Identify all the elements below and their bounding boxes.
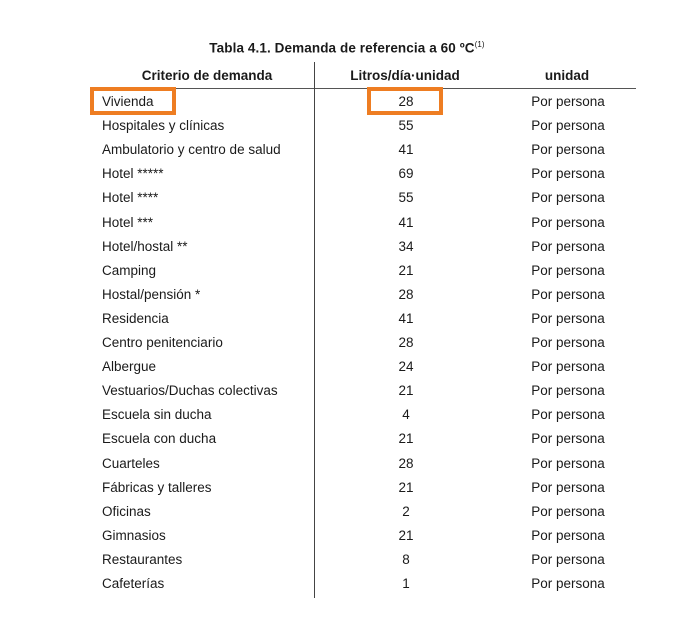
cell-unidad: Por persona (531, 576, 605, 591)
table-row (0, 524, 694, 548)
table-row (0, 403, 694, 427)
table-row (0, 186, 694, 210)
cell-litros: 21 (398, 383, 414, 399)
cell-unidad: Por persona (531, 503, 605, 519)
cell-criterio: Cafeterías (102, 576, 165, 591)
table-row (0, 259, 694, 283)
cell-litros: 1 (402, 576, 410, 591)
cell-criterio: Hospitales y clínicas (102, 118, 225, 134)
cell-criterio: Centro penitenciario (102, 335, 223, 350)
header-criterio: Criterio de demanda (141, 68, 273, 83)
table-row (0, 235, 694, 259)
cell-litros: 34 (398, 238, 414, 254)
cell-unidad: Por persona (531, 118, 605, 134)
highlight-box-criterio (90, 87, 176, 115)
cell-unidad: Por persona (531, 142, 605, 158)
cell-litros: 28 (398, 94, 414, 109)
table-title: Tabla 4.1. Demanda de referencia a 60 ºC$^{(1)}$ (209, 40, 485, 56)
cell-unidad: Por persona (531, 190, 605, 206)
cell-litros: 21 (398, 431, 414, 447)
cell-criterio: Oficinas (102, 503, 151, 519)
cell-litros: 8 (402, 551, 410, 567)
header-unidad: unidad (544, 68, 590, 83)
table-row (0, 548, 694, 572)
cell-criterio: Vivienda (102, 94, 154, 109)
cell-litros: 28 (398, 455, 414, 471)
cell-litros: 69 (398, 166, 414, 182)
cell-unidad: Por persona (531, 359, 605, 375)
cell-criterio: Gimnasios (102, 527, 166, 543)
table-row (0, 307, 694, 331)
cell-criterio: Escuela con ducha (102, 431, 217, 447)
table-row (0, 162, 694, 186)
cell-litros: 21 (398, 479, 414, 495)
cell-litros: 2 (402, 503, 410, 519)
cell-litros: 24 (398, 359, 414, 375)
table-row (0, 500, 694, 524)
cell-litros: 21 (398, 527, 414, 543)
cell-criterio: Escuela sin ducha (102, 407, 212, 423)
cell-unidad: Por persona (531, 527, 605, 543)
cell-unidad: Por persona (531, 383, 605, 399)
header-litros: Litros/día·unidad (350, 68, 460, 83)
table-row (0, 114, 694, 138)
cell-criterio: Camping (102, 262, 157, 278)
cell-litros: 55 (398, 118, 414, 134)
cell-litros: 55 (398, 190, 414, 206)
cell-unidad: Por persona (531, 407, 605, 423)
cell-unidad: Por persona (531, 310, 605, 326)
table-row (0, 427, 694, 451)
cell-criterio: Albergue (102, 359, 157, 375)
cell-unidad: Por persona (531, 166, 605, 182)
cell-litros: 41 (398, 214, 414, 230)
table-row (0, 138, 694, 162)
cell-unidad: Por persona (531, 551, 605, 567)
cell-litros: 21 (398, 262, 414, 278)
highlight-box-value (367, 87, 443, 115)
cell-unidad: Por persona (531, 238, 605, 254)
table-row (0, 452, 694, 476)
cell-unidad: Por persona (531, 455, 605, 471)
table-row (0, 476, 694, 500)
cell-criterio: Hotel *** (102, 214, 154, 230)
table-row (0, 331, 694, 355)
cell-criterio: Cuarteles (102, 455, 160, 471)
cell-litros: 41 (398, 142, 414, 158)
cell-unidad: Por persona (531, 479, 605, 495)
table-row (0, 283, 694, 307)
cell-litros: 41 (398, 310, 414, 326)
cell-unidad: Por persona (531, 262, 605, 278)
cell-criterio: Fábricas y talleres (102, 479, 212, 495)
cell-unidad: Por persona (531, 214, 605, 230)
cell-criterio: Hotel ***** (102, 166, 164, 182)
cell-unidad: Por persona (531, 431, 605, 447)
table-row (0, 355, 694, 379)
cell-litros: 28 (398, 286, 414, 302)
cell-unidad: Por persona (531, 94, 605, 109)
cell-unidad: Por persona (531, 286, 605, 302)
table-row (0, 572, 694, 596)
cell-criterio: Hotel/hostal ** (102, 238, 188, 254)
cell-criterio: Residencia (102, 310, 169, 326)
cell-criterio: Vestuarios/Duchas colectivas (102, 383, 278, 399)
cell-litros: 28 (398, 335, 414, 350)
cell-unidad: Por persona (531, 335, 605, 350)
table-row (0, 211, 694, 235)
cell-criterio: Ambulatorio y centro de salud (102, 142, 281, 158)
cell-criterio: Restaurantes (102, 551, 183, 567)
table-row (0, 379, 694, 403)
cell-criterio: Hotel **** (102, 190, 159, 206)
cell-litros: 4 (402, 407, 410, 423)
cell-criterio: Hostal/pensión * (102, 286, 201, 302)
